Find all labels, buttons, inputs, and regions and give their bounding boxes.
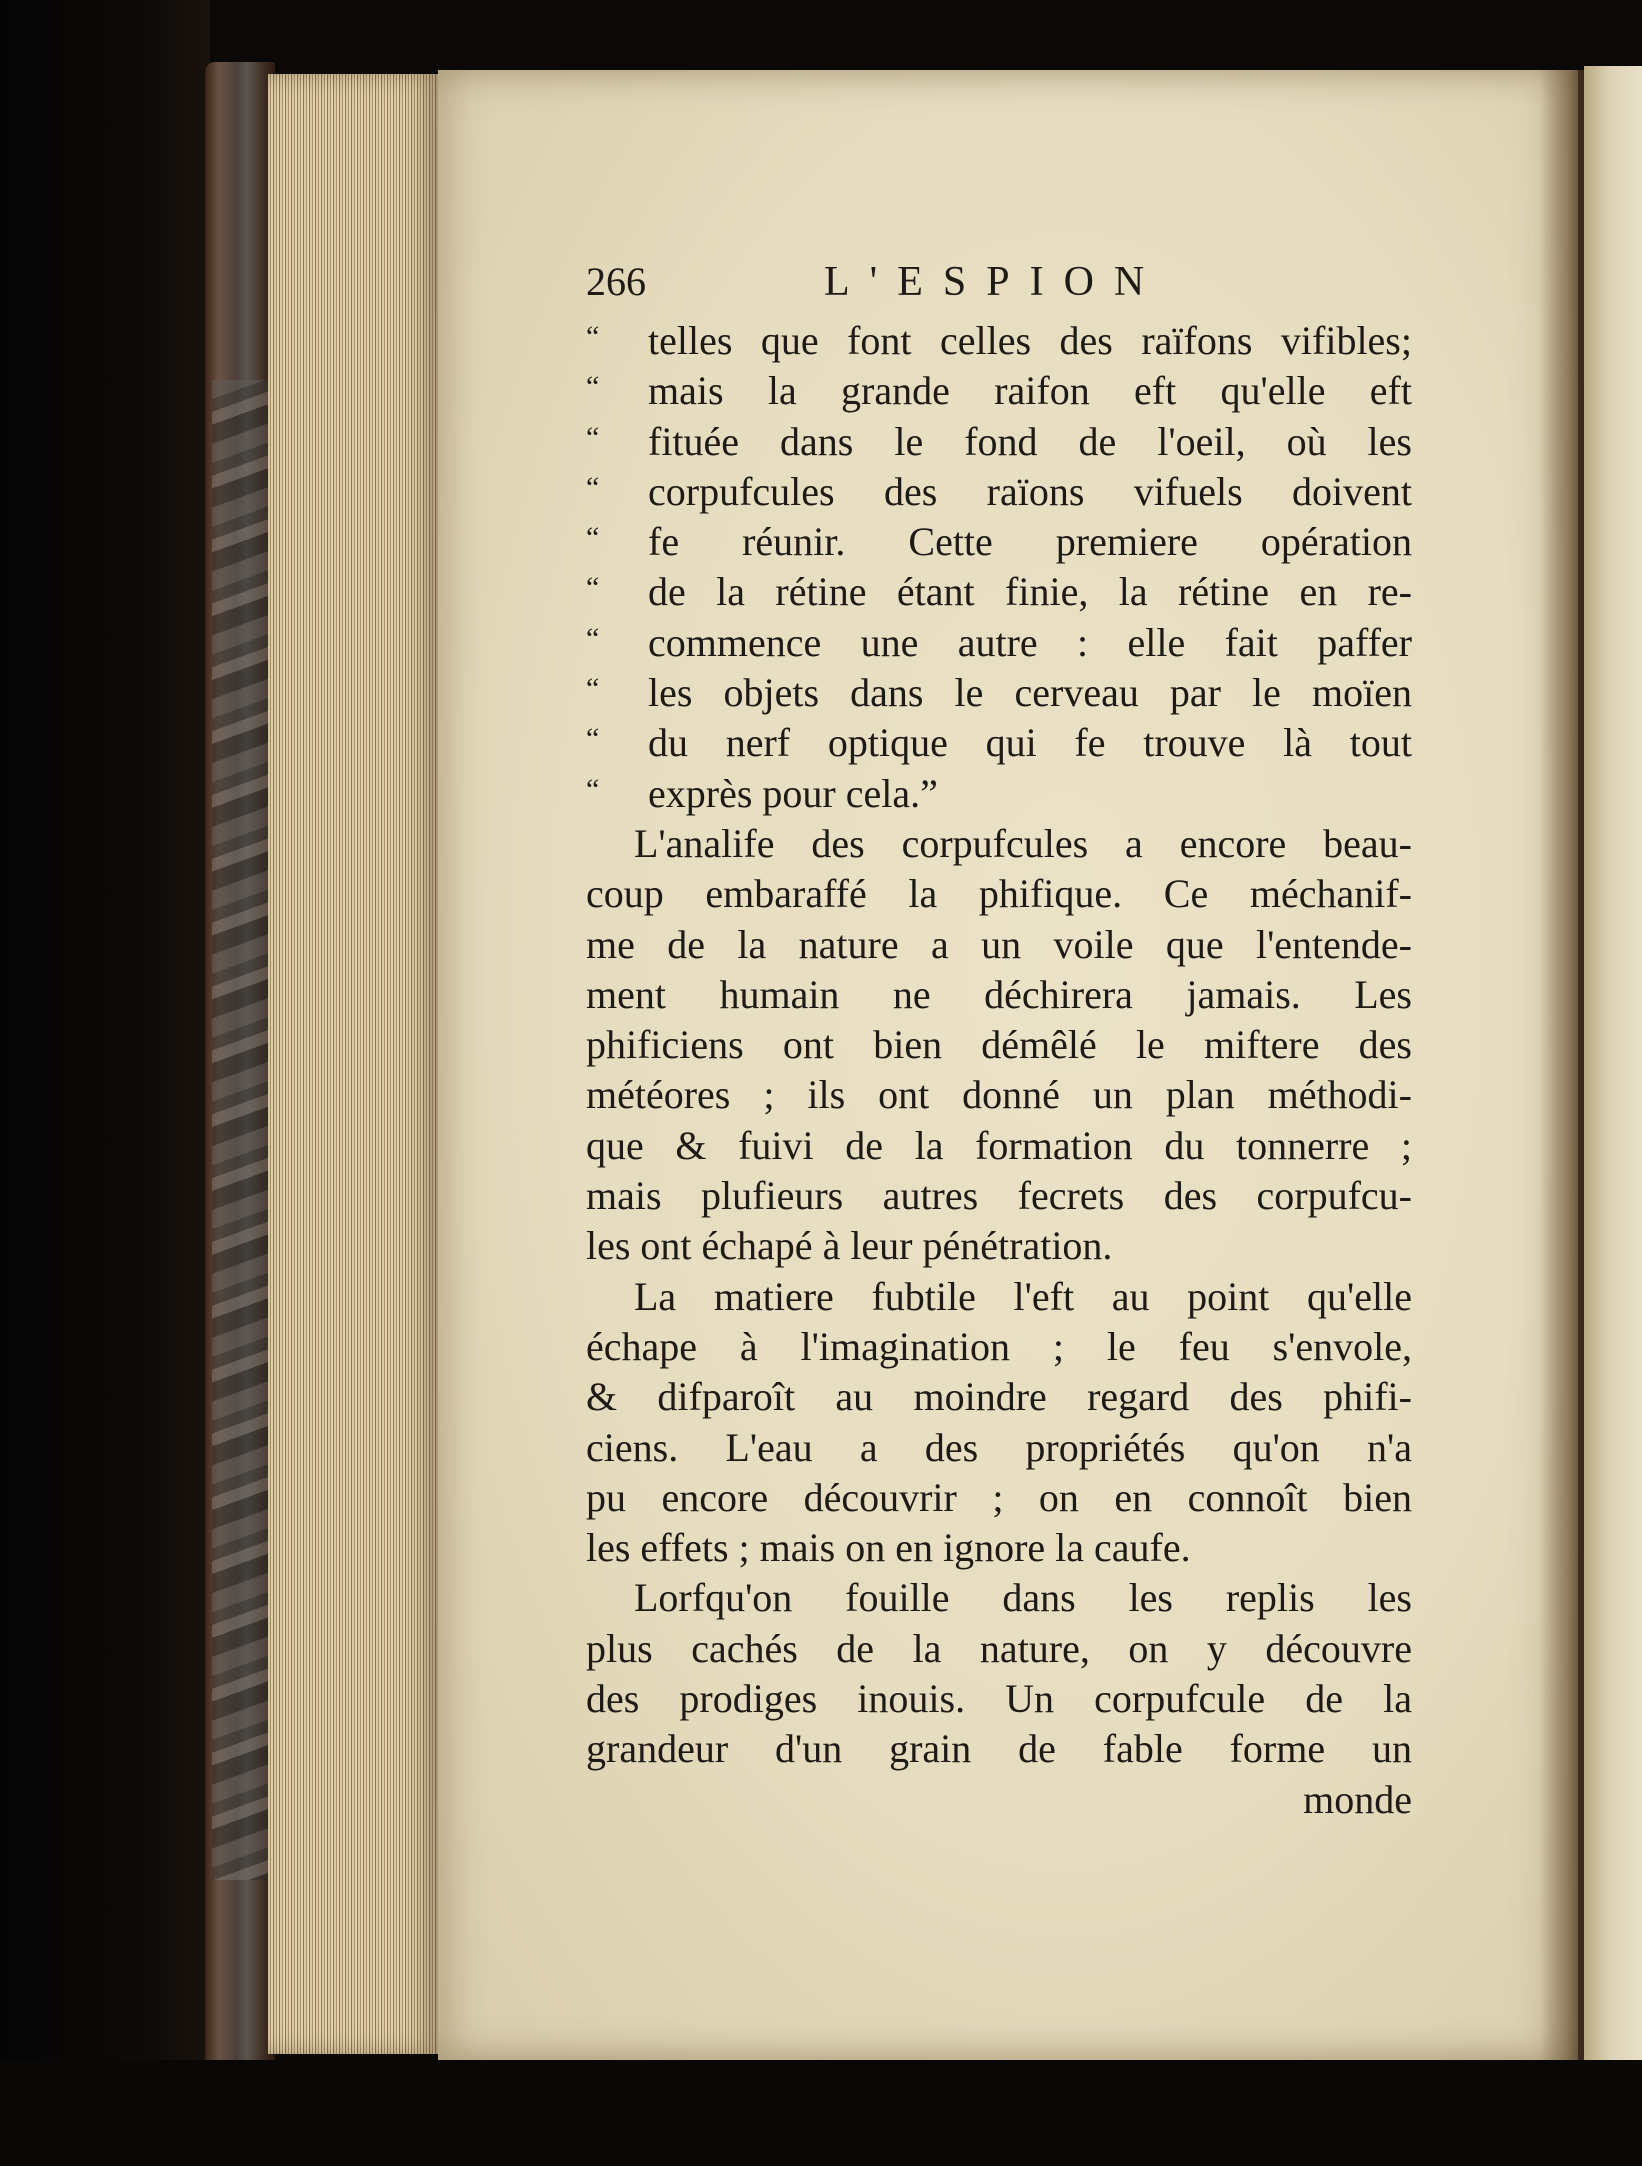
quote-mark: “ <box>586 672 600 706</box>
quoted-line-text: commence une autre : elle fait paffer <box>648 619 1412 665</box>
quote-mark: “ <box>586 470 600 504</box>
quoted-line <box>586 668 1412 718</box>
text-line: mais plufieurs autres fecrets des corpufcu- <box>586 1173 1412 1219</box>
page-header <box>586 258 1412 314</box>
text-line: pu encore découvrir ; on en connoît bien <box>586 1474 1412 1520</box>
text-line: phificiens ont bien démêlé le miftere des <box>586 1022 1412 1068</box>
quote-mark: “ <box>586 420 600 454</box>
quote-mark: “ <box>586 722 600 756</box>
paragraph <box>586 1573 1412 1774</box>
quoted-line <box>586 467 1412 517</box>
text-line: me de la nature a un voile que l'entende- <box>586 921 1412 967</box>
catchword: monde <box>1303 1776 1412 1822</box>
quoted-line-text: fe réunir. Cette premiere opération <box>648 519 1412 565</box>
paragraph <box>586 819 1412 1272</box>
quote-mark: “ <box>586 320 600 353</box>
text-line: coup embaraffé la phifique. Ce méchanif- <box>586 871 1412 917</box>
quoted-line <box>586 417 1412 467</box>
quoted-line-text: du nerf optique qui fe trouve là tout <box>648 720 1412 766</box>
text-line: Lorfqu'on fouille dans les replis les <box>634 1575 1412 1621</box>
quoted-line <box>586 618 1412 668</box>
text-line: La matiere fubtile l'eft au point qu'elle <box>634 1273 1412 1319</box>
quoted-line <box>586 366 1412 416</box>
page-gutter <box>1540 70 1584 2060</box>
quoted-line-text: telles que font celles des raïfons vifibles; <box>648 318 1412 363</box>
quoted-line <box>586 769 1412 819</box>
background-bottom <box>0 2060 1642 2166</box>
quoted-line-text: les objets dans le cerveau par le moïen <box>648 670 1412 716</box>
quoted-line-text: fituée dans le fond de l'oeil, où les <box>648 418 1412 464</box>
page-number: 266 <box>586 259 646 304</box>
text-line: ment humain ne déchirera jamais. Les <box>586 971 1412 1017</box>
quoted-line-text: exprès pour cela.” <box>648 770 938 816</box>
paragraph-block <box>586 819 1412 1775</box>
background-left <box>0 0 210 2166</box>
text-line: ciens. L'eau a des propriétés qu'on n'a <box>586 1424 1412 1470</box>
quoted-line-text: corpufcules des raïons vifuels doivent <box>648 468 1412 514</box>
facing-page-edge <box>1584 66 1642 2062</box>
quoted-line <box>586 718 1412 768</box>
text-line: les ont échapé à leur pénétration. <box>586 1223 1113 1269</box>
running-title: L'ESPION <box>824 259 1165 305</box>
text-line: plus cachés de la nature, on y découvre <box>586 1625 1412 1671</box>
quote-mark: “ <box>586 521 600 555</box>
text-line: que & fuivi de la formation du tonnerre ; <box>586 1122 1412 1168</box>
quoted-line-text: mais la grande raifon eft qu'elle eft <box>648 368 1412 414</box>
marbled-cover <box>212 380 270 1880</box>
quote-mark: “ <box>586 370 600 404</box>
text-line: & difparoît au moindre regard des phifi- <box>586 1374 1412 1420</box>
quoted-line <box>586 316 1412 366</box>
text-line: grandeur d'un grain de fable forme un <box>586 1726 1412 1772</box>
quoted-block <box>586 316 1412 819</box>
text-line: échape à l'imagination ; le feu s'envole, <box>586 1323 1412 1369</box>
quoted-line <box>586 517 1412 567</box>
quote-mark: “ <box>586 571 600 605</box>
text-line: météores ; ils ont donné un plan méthodi- <box>586 1072 1412 1118</box>
quote-mark: “ <box>586 621 600 655</box>
text-line: des prodiges inouis. Un corpufcule de la <box>586 1676 1412 1722</box>
page-text <box>586 258 1412 1825</box>
page-edges <box>268 74 440 2054</box>
paragraph <box>586 1272 1412 1574</box>
quote-mark: “ <box>586 772 600 806</box>
text-line: les effets ; mais on en ignore la caufe. <box>586 1525 1191 1571</box>
quoted-line <box>586 567 1412 617</box>
text-line: L'analife des corpufcules a encore beau- <box>634 820 1412 866</box>
quoted-line-text: de la rétine étant finie, la rétine en re- <box>648 569 1412 615</box>
